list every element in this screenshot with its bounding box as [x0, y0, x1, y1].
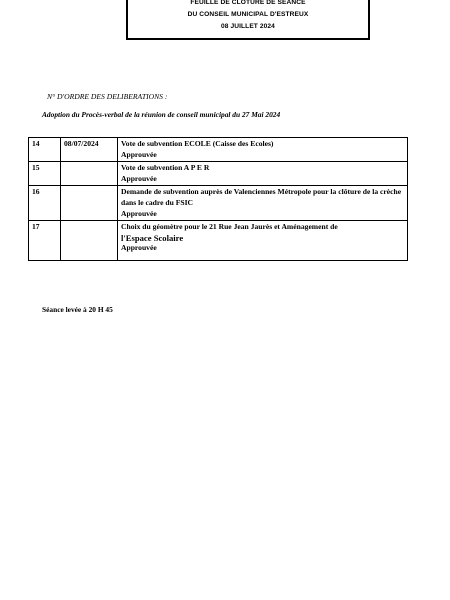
row-date: [61, 221, 118, 261]
header-title: FEUILLE DE CLOTURE DE SEANCE: [190, 0, 306, 6]
row-status: Approuvée: [121, 149, 157, 159]
document-header: [126, 0, 370, 40]
header-date: 08 JUILLET 2024: [221, 23, 275, 30]
row-content: [118, 221, 408, 261]
row-content: [118, 162, 408, 186]
closing-time: Séance levée à 20 H 45: [42, 305, 113, 314]
row-title: Vote de subvention ECOLE (Caisse des Ecoles): [121, 139, 274, 148]
row-date: [61, 162, 118, 186]
row-status: Approuvée: [121, 208, 157, 218]
table-row: [29, 186, 408, 221]
table-row: [29, 221, 408, 261]
adoption-text: Adoption du Procès-verbal de la réunion de conseil municipal du 27 Mai 2024: [42, 110, 281, 119]
deliberations-table: [28, 137, 408, 261]
row-number: 17: [29, 221, 61, 261]
row-status: Approuvée: [121, 173, 157, 183]
row-number: 15: [29, 162, 61, 186]
table-row: [29, 162, 408, 186]
row-content: [118, 186, 408, 221]
row-title: Choix du géomètre pour le 21 Rue Jean Jaurès et Aménagement de: [121, 222, 338, 232]
row-date: [61, 186, 118, 221]
section-title: N° D'ORDRE DES DELIBERATIONS :: [47, 92, 168, 101]
row-title: Vote de subvention A P E R: [121, 163, 210, 173]
table-row: [29, 138, 408, 162]
row-number: 16: [29, 186, 61, 221]
row-date: 08/07/2024: [61, 138, 118, 162]
header-council: DU CONSEIL MUNICIPAL D'ESTREUX: [187, 11, 309, 18]
row-status: Approuvée: [121, 243, 157, 253]
row-title-continued: l'Espace Scolaire: [121, 232, 184, 243]
row-title: Demande de subvention auprès de Valenciennes Métropole pour la clôture de la crèche dans le cadre du FSIC: [121, 187, 402, 207]
row-number: 14: [29, 138, 61, 162]
row-content: [118, 138, 408, 162]
